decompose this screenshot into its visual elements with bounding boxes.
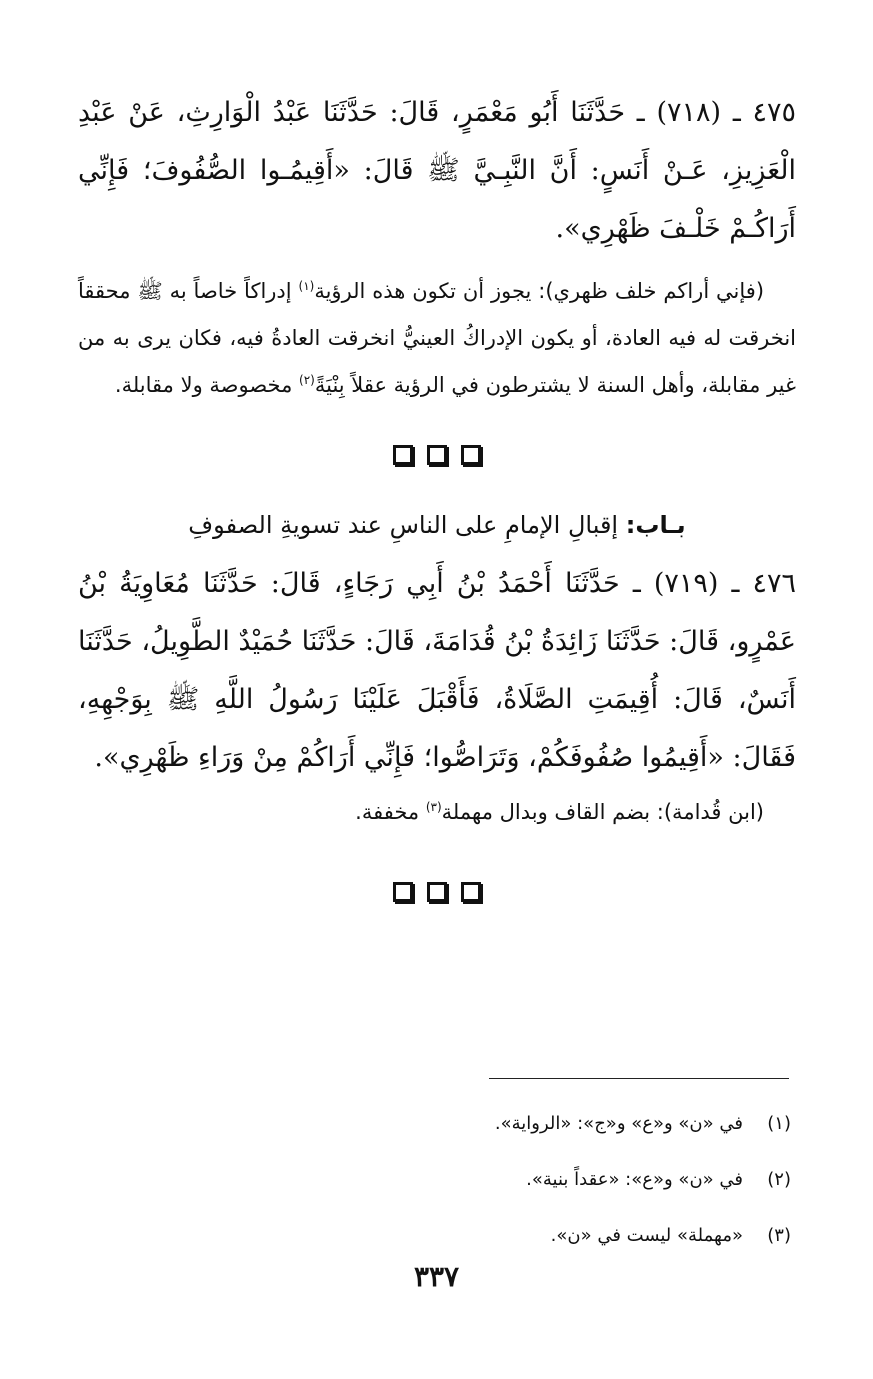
page-number: ٣٣٧ [413, 1260, 460, 1293]
commentary-475-part2: إدراكاً خاصاً به ﷺ محققاً انخرقت له فيه العادة، أو يكون الإدراكُ العينيُّ انخرقت العادةُ فيه، فكان يرى به من غير مقابلة، وأهل السنة لا يشترطون في الرؤية عقلاً بِنْيَةً [78, 279, 796, 397]
hadith-476: ٤٧٦ ـ (٧١٩) ـ حَدَّثَنَا أَحْمَدُ بْنُ أَبِي رَجَاءٍ، قَالَ: حَدَّثَنَا مُعَاوِيَةُ بْنُ عَمْرٍو، قَالَ: حَدَّثَنَا زَائِدَةُ بْنُ قُدَامَةَ، قَالَ: حَدَّثَنَا حُمَيْدٌ الطَّوِيلُ، حَدَّثَنَا أَنَسٌ، قَالَ: أُقِيمَتِ الصَّلَاةُ، فَأَقْبَلَ عَلَيْنَا رَسُولُ اللَّهِ ﷺ بِوَجْهِهِ، فَقَالَ: «أَقِيمُوا صُفُوفَكُمْ، وَتَرَاصُّوا؛ فَإِنِّي أَرَاكُمْ مِنْ وَرَاءِ ظَهْرِي». [78, 568, 796, 773]
footnote-number: (٢) [767, 1169, 791, 1190]
commentary-476-part2: مخففة. [355, 800, 426, 824]
footnote-1 [291, 1096, 791, 1152]
commentary-476 [78, 789, 796, 836]
footnote-ref-3[interactable]: (٣) [425, 800, 442, 814]
footnote-number: (١) [767, 1113, 791, 1134]
square-ornament-icon [393, 882, 413, 902]
commentary-475-part1: (فإني أراكم خلف ظهري): يجوز أن تكون هذه الرؤية [314, 279, 765, 303]
commentary-475-part3: مخصوصة ولا مقابلة. [114, 373, 300, 397]
commentary-475 [78, 268, 796, 409]
footnote-3 [291, 1208, 791, 1264]
footnotes [291, 1096, 791, 1264]
footnote-ref-2[interactable]: (٢) [299, 373, 315, 387]
chapter-heading [78, 505, 796, 545]
square-ornament-icon [461, 445, 481, 465]
footnote-text: في «ن» و«ع»: «عقداً بنية». [526, 1169, 743, 1190]
chapter-title: إقبالِ الإمامِ على الناسِ عند تسويةِ الصفوفِ [188, 511, 626, 539]
footnote-divider [489, 1078, 789, 1079]
square-ornament-icon [461, 882, 481, 902]
square-ornament-icon [427, 445, 447, 465]
footnote-2 [291, 1152, 791, 1208]
hadith-475: ٤٧٥ ـ (٧١٨) ـ حَدَّثَنَا أَبُو مَعْمَرٍ، قَالَ: حَدَّثَنَا عَبْدُ الْوَارِثِ، عَنْ عَبْدِ الْعَزِيزِ، عَـنْ أَنَسٍ: أَنَّ النَّبِـيَّ ﷺ قَالَ: «أَقِيمُـوا الصُّفُوفَ؛ فَإِنِّي أَرَاكُـمْ خَلْـفَ ظَهْرِي». [78, 97, 797, 244]
page-body [78, 84, 796, 902]
footnote-number: (٣) [767, 1225, 791, 1246]
square-ornament-icon [427, 882, 447, 902]
footnote-text: «مهملة» ليست في «ن». [550, 1225, 743, 1246]
footnote-ref-1[interactable]: (١) [298, 279, 315, 293]
section-separator-1 [78, 445, 796, 465]
commentary-476-part1: (ابن قُدامة): بضم القاف وبدال مهملة [441, 800, 764, 824]
section-separator-2 [78, 882, 796, 902]
chapter-label: بـاب: [625, 511, 686, 539]
footnote-text: في «ن» و«ع» و«ج»: «الرواية». [494, 1113, 743, 1134]
square-ornament-icon [393, 445, 413, 465]
